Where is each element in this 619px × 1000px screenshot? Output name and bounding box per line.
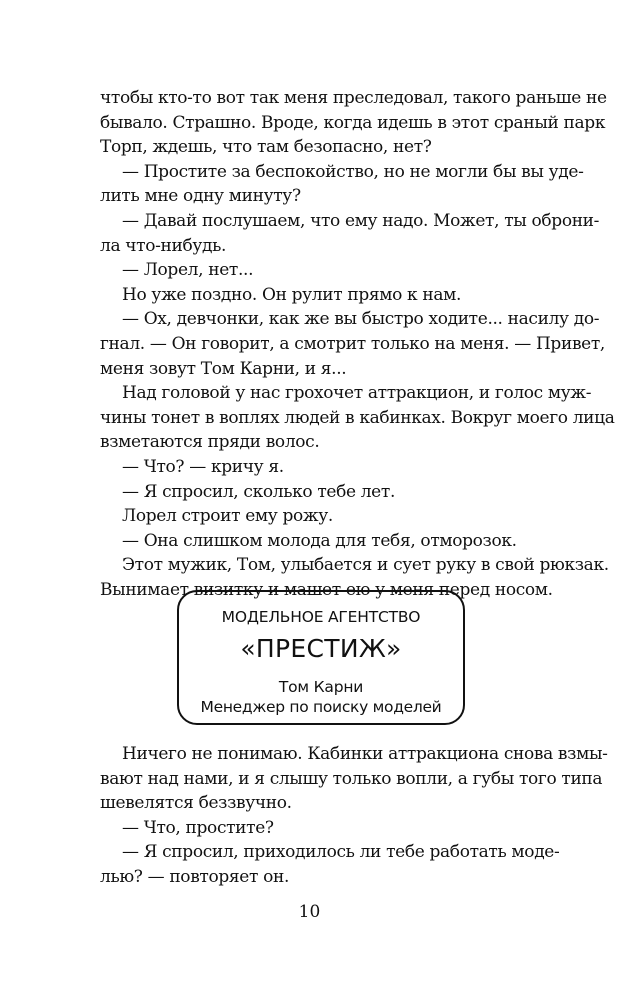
text-line: взметаются пряди волос. bbox=[100, 432, 320, 453]
text-line: Вынимает визитку и машет ею у меня перед носом. bbox=[100, 579, 553, 600]
text-block-bottom bbox=[100, 742, 608, 890]
text-line: меня зовут Том Карни, и я... bbox=[100, 358, 347, 379]
text-block-top bbox=[100, 86, 615, 602]
text-line: — Простите за беспокойство, но не могли бы вы уде- bbox=[122, 161, 584, 182]
text-line: — Что, простите? bbox=[122, 817, 274, 838]
text-line: бывало. Страшно. Вроде, когда идешь в этот сраный парк bbox=[100, 112, 606, 133]
text-line: Этот мужик, Том, улыбается и сует руку в свой рюкзак. bbox=[122, 555, 609, 576]
text-line: вают над нами, и я слышу только вопли, а губы того типа bbox=[100, 768, 603, 789]
card-agency: МОДЕЛЬНОЕ АГЕНТСТВО bbox=[221, 608, 421, 626]
text-line: чтобы кто-то вот так меня преследовал, такого раньше не bbox=[100, 88, 607, 108]
text-line: — Давай послушаем, что ему надо. Может, ты оброни- bbox=[122, 210, 600, 231]
card-role: Менеджер по поиску моделей bbox=[200, 698, 442, 716]
text-line: ла что-нибудь. bbox=[100, 235, 227, 256]
text-line: Торп, ждешь, что там безопасно, нет? bbox=[100, 137, 432, 158]
text-line: Но уже поздно. Он рулит прямо к нам. bbox=[122, 284, 462, 305]
text-line: чины тонет в воплях людей в кабинках. Вокруг моего лица bbox=[100, 407, 615, 428]
text-line: — Что? — кричу я. bbox=[122, 456, 284, 477]
text-line: Ничего не понимаю. Кабинки аттракциона снова взмы- bbox=[122, 744, 608, 764]
text-line: Над головой у нас грохочет аттракцион, и голос муж- bbox=[122, 383, 592, 404]
text-line: — Я спросил, приходилось ли тебе работать моде- bbox=[122, 842, 560, 863]
text-line: лить мне одну минуту? bbox=[100, 186, 301, 207]
text-line: — Лорел, нет... bbox=[122, 260, 254, 281]
business-card bbox=[177, 590, 465, 725]
card-person-name: Том Карни bbox=[278, 678, 364, 696]
text-line: — Она слишком молода для тебя, отморозок. bbox=[122, 530, 517, 551]
text-line: лью? — повторяет он. bbox=[100, 866, 289, 887]
text-line: — Ох, девчонки, как же вы быстро ходите... насилу до- bbox=[122, 309, 600, 330]
card-brand: «ПРЕСТИЖ» bbox=[240, 634, 402, 663]
text-line: шевелятся беззвучно. bbox=[100, 793, 292, 814]
page-number: 10 bbox=[298, 902, 321, 922]
text-line: — Я спросил, сколько тебе лет. bbox=[122, 481, 395, 502]
text-line: гнал. — Он говорит, а смотрит только на меня. — Привет, bbox=[100, 333, 605, 354]
text-line: Лорел строит ему рожу. bbox=[122, 506, 333, 527]
